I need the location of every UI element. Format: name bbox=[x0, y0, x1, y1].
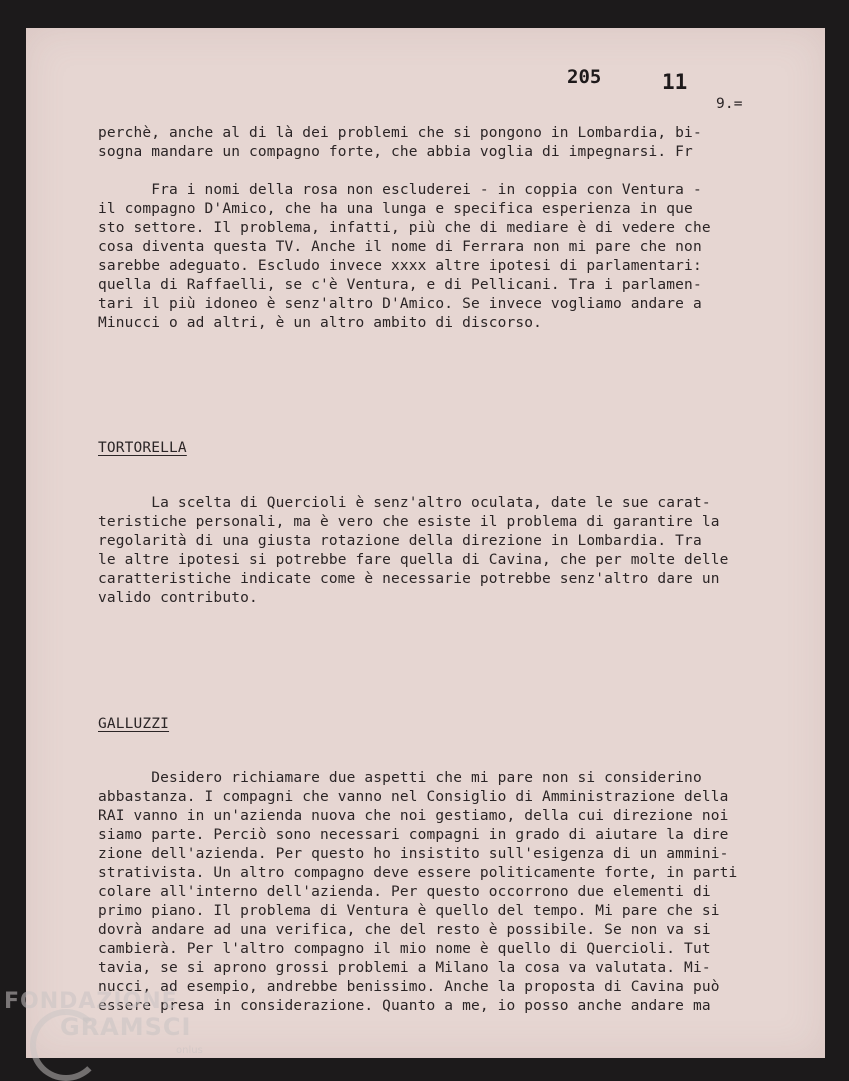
text-line: regolarità di una giusta rotazione della direzione in Lombardia. Tra bbox=[98, 533, 702, 549]
watermark-line3: onlus bbox=[176, 1045, 203, 1056]
speaker-heading-galluzzi: GALLUZZI bbox=[98, 716, 170, 732]
text-line: sto settore. Il problema, infatti, più che di mediare è di vedere che bbox=[98, 220, 711, 236]
text-line: le altre ipotesi si potrebbe fare quella di Cavina, che per molte delle bbox=[98, 552, 729, 568]
page-number: 9.= bbox=[716, 96, 743, 112]
text-line: nucci, ad esempio, andrebbe benissimo. Anche la proposta di Cavina può bbox=[98, 979, 720, 995]
text-line: cosa diventa questa TV. Anche il nome di Ferrara non mi pare che non bbox=[98, 239, 702, 255]
text-line: perchè, anche al di là dei problemi che si pongono in Lombardia, bi- bbox=[98, 125, 702, 141]
text-line: sarebbe adeguato. Escludo invece xxxx altre ipotesi di parlamentari: bbox=[98, 258, 702, 274]
text-line: quella di Raffaelli, se c'è Ventura, e di Pellicani. Tra i parlamen- bbox=[98, 277, 702, 293]
text-line: primo piano. Il problema di Ventura è quello del tempo. Mi pare che si bbox=[98, 903, 720, 919]
document-page bbox=[26, 28, 825, 1058]
text-line: strativista. Un altro compagno deve essere politicamente forte, in parti bbox=[98, 865, 738, 881]
text-line: il compagno D'Amico, che ha una lunga e specifica esperienza in que bbox=[98, 201, 693, 217]
watermark-line1: FONDAZIONE bbox=[4, 989, 178, 1014]
text-line: sogna mandare un compagno forte, che abbia voglia di impegnarsi. Fr bbox=[98, 144, 693, 160]
fondazione-gramsci-watermark bbox=[0, 985, 220, 1080]
text-line: teristiche personali, ma è vero che esiste il problema di garantire la bbox=[98, 514, 720, 530]
text-line: essere presa in considerazione. Quanto a me, io posso anche andare ma bbox=[98, 998, 711, 1014]
text-line: tari il più idoneo è senz'altro D'Amico. Se invece vogliamo andare a bbox=[98, 296, 702, 312]
text-line: zione dell'azienda. Per questo ho insistito sull'esigenza di un ammini- bbox=[98, 846, 729, 862]
text-line: La scelta di Quercioli è senz'altro oculata, date le sue carat- bbox=[98, 495, 711, 511]
text-line: Minucci o ad altri, è un altro ambito di discorso. bbox=[98, 315, 542, 331]
text-line: siamo parte. Perciò sono necessari compagni in grado di aiutare la dire bbox=[98, 827, 729, 843]
text-line: abbastanza. I compagni che vanno nel Consiglio di Amministrazione della bbox=[98, 789, 729, 805]
speaker-heading-tortorella: TORTORELLA bbox=[98, 440, 187, 456]
text-line: colare all'interno dell'azienda. Per questo occorrono due elementi di bbox=[98, 884, 711, 900]
text-line: dovrà andare ad una verifica, che del resto è possibile. Se non va si bbox=[98, 922, 711, 938]
text-line: RAI vanno in un'azienda nuova che noi gestiamo, della cui direzione noi bbox=[98, 808, 729, 824]
text-line: tavia, se si aprono grossi problemi a Milano la cosa va valutata. Mi- bbox=[98, 960, 711, 976]
archive-stamp-number: 205 bbox=[567, 66, 602, 88]
text-line: Fra i nomi della rosa non escluderei - in coppia con Ventura - bbox=[98, 182, 702, 198]
watermark-line2: GRAMSCI bbox=[60, 1013, 192, 1041]
text-line: Desidero richiamare due aspetti che mi pare non si considerino bbox=[98, 770, 702, 786]
text-line: caratteristiche indicate come è necessarie potrebbe senz'altro dare un bbox=[98, 571, 720, 587]
text-line: cambierà. Per l'altro compagno il mio nome è quello di Quercioli. Tut bbox=[98, 941, 711, 957]
sheet-number: 11 bbox=[662, 70, 688, 94]
text-line: valido contributo. bbox=[98, 590, 258, 606]
